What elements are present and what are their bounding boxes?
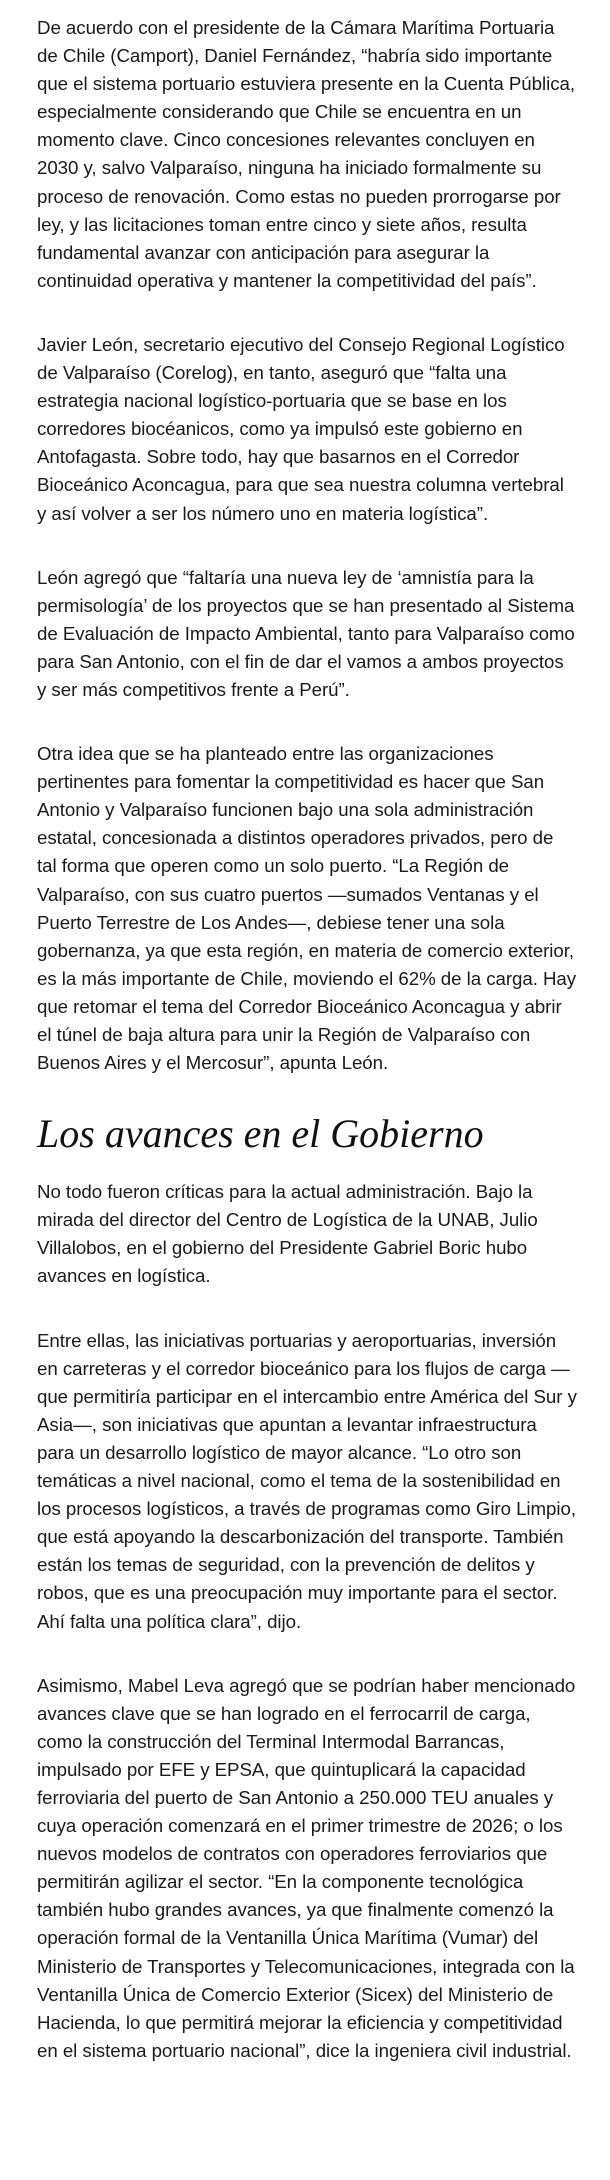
paragraph-iniciativas: Entre ellas, las iniciativas portuarias y aeroportuarias, inversión en carreteras y el corredor bioceánico para los flujos de carga —que permitiría participar en el intercambio entre América del Sur y Asia—, son iniciativas que apuntan a levantar infraestructura para un desarrollo logístico de mayor alcance. “Lo otro son temáticas a nivel nacional, como el tema de la sostenibilidad en los procesos logísticos, a través de programas como Giro Limpio, que está apoyando la descarbonización del transporte. También están los temas de seguridad, con la prevención de delitos y robos, que es una preocupación muy importante para el sector. Ahí falta una política clara”, dijo. [37,1329,577,1632]
paragraph-leva: Asimismo, Mabel Leva agregó que se podrían haber mencionado avances clave que se han logrado en el ferrocarril de carga, como la construcción del Terminal Intermodal Barrancas, impulsado por EFE y EPSA, que quintuplicará la capacidad ferroviaria del puerto de San Antonio a 250.000 TEU anuales y cuya operación comenzará en el primer trimestre de 2026; o los nuevos modelos de contratos con operadores ferroviarios que permitirán agilizar el sector. “En la componente tecnológica también hubo grandes avances, ya que finalmente comenzó la operación formal de la Ventanilla Única Marítima (Vumar) del Ministerio de Transportes y Telecomunicaciones, integrada con la Ventanilla Única de Comercio Exterior (Sicex) del Ministerio de Hacienda, lo que permitirá mejorar la eficiencia y competitividad en el sistema portuario nacional”, dice la ingeniera civil industrial. [37,1674,576,2061]
paragraph-gobernanza: Otra idea que se ha planteado entre las organizaciones pertinentes para fomentar la competitividad es hacer que San Antonio y Valparaíso funcionen bajo una sola administración estatal, concesionada a distintos operadores privados, pero de tal forma que operen como un solo puerto. “La Región de Valparaíso, con sus cuatro puertos —sumados Ventanas y el Puerto Terrestre de Los Andes—, debiese tener una sola gobernanza, ya que esta región, en materia de comercio exterior, es la más importante de Chile, moviendo el 62% de la carga. Hay que retomar el tema del Corredor Bioceánico Aconcagua y abrir el túnel de baja altura para unir la Región de Valparaíso con Buenos Aires y el Mercosur”, apunta León. [37,743,577,1074]
paragraph-camport: De acuerdo con el presidente de la Cámara Marítima Portuaria de Chile (Camport), Daniel Fernández, “habría sido importante que el sistema portuario estuviera presente en la Cuenta Pública, especialmente considerando que Chile se encuentra en un momento clave. Cinco concesiones relevantes concluyen en 2030 y, salvo Valparaíso, ninguna ha iniciado formalmente su proceso de renovación. Como estas no pueden prorrogarse por ley, y las licitaciones toman entre cinco y siete años, resulta fundamental avanzar con anticipación para asegurar la continuidad operativa y mantener la competitividad del país”. [37,17,575,291]
paragraph-amnistia: León agregó que “faltaría una nueva ley de ‘amnistía para la permisología’ de los proyectos que se han presentado al Sistema de Evaluación de Impacto Ambiental, tanto para Valparaíso como para San Antonio, con el fin de dar el vamos a ambos proyectos y ser más competitivos frente a Perú”. [37,566,575,700]
paragraph-villalobos: No todo fueron críticas para la actual administración. Bajo la mirada del director del Centro de Logística de la UNAB, Julio Villalobos, en el gobierno del Presidente Gabriel Boric hubo avances en logística. [37,1181,538,1287]
paragraph-corelog: Javier León, secretario ejecutivo del Consejo Regional Logístico de Valparaíso (Corelog), en tanto, aseguró que “falta una estrategia nacional logístico-portuaria que se base en los corredores biocéanicos, como ya impulsó este gobierno en Antofagasta. Sobre todo, hay que basarnos en el Corredor Bioceánico Aconcagua, para que sea nuestra columna vertebral y así volver a ser los número uno en materia logística”. [37,333,565,524]
section-heading: Los avances en el Gobierno [37,1111,484,1157]
